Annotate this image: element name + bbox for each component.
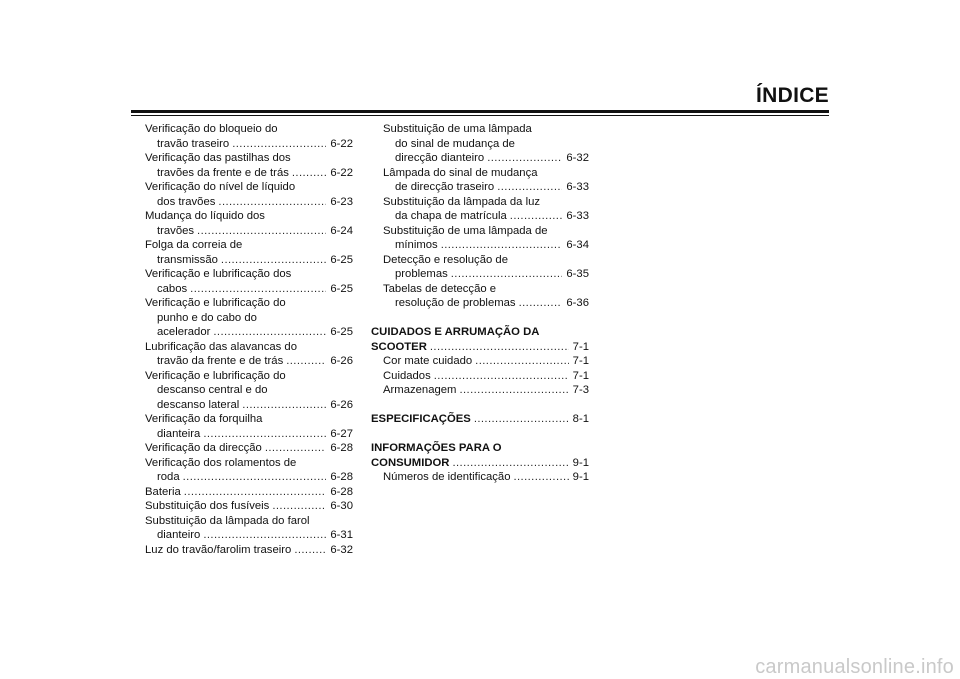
toc-entry[interactable] [371,151,589,166]
toc-entry[interactable] [371,369,589,384]
toc-page-number: 6-33 [566,181,589,193]
toc-page-number: 6-26 [330,398,353,411]
toc-column-left [145,122,353,557]
toc-entry-text: Verificação e lubrificação do [145,297,286,309]
toc-entry[interactable] [371,340,589,355]
toc-page-number: 6-28 [330,485,353,498]
toc-entry[interactable] [145,195,353,210]
toc-leader-dots [221,253,326,268]
toc-entry[interactable] [371,267,589,282]
toc-page-number: 6-24 [330,224,353,237]
toc-entry-text: CUIDADOS E ARRUMAÇÃO DA [371,326,540,338]
toc-entry-text: Cuidados [383,369,431,382]
toc-entry-text: transmissão [157,253,218,266]
toc-page-number: 9-1 [572,471,589,483]
toc-entry [145,209,353,224]
toc-entry-text: Armazenagem [383,384,457,396]
toc-entry [145,311,353,326]
toc-entry-text: Verificação e lubrificação do [145,369,286,382]
toc-leader-dots [190,282,326,297]
toc-entry [371,325,589,340]
toc-page-number: 7-3 [572,384,589,396]
toc-leader-dots [265,441,327,456]
toc-entry[interactable] [371,180,589,195]
toc-entry[interactable] [145,427,353,442]
toc-leader-dots [242,398,326,413]
toc-entry[interactable] [145,528,353,543]
toc-leader-dots [218,195,326,210]
toc-entry-text: dos travões [157,195,216,208]
toc-entry-text: Verificação da direcção [145,442,262,454]
toc-entry [371,122,589,137]
toc-page-number: 6-36 [566,297,589,309]
toc-entry [145,456,353,471]
toc-entry-text: Verificação das pastilhas dos [145,152,291,164]
toc-page-number: 6-28 [330,442,353,454]
toc-page-number: 6-28 [330,471,353,483]
toc-entry-text: do sinal de mudança de [395,137,515,150]
toc-entry-text: travões [157,224,195,237]
toc-page-number: 6-23 [330,195,353,208]
toc-entry[interactable] [371,296,589,311]
toc-entry-text: travões da frente e de trás [157,166,289,179]
toc-entry-text: dianteira [157,427,201,440]
toc-entry [371,282,589,297]
toc-entry-text: ESPECIFICAÇÕES [371,413,471,425]
toc-entry-text: cabos [157,282,188,295]
toc-entry [145,340,353,355]
toc-leader-dots [451,267,563,282]
toc-leader-dots [441,238,563,253]
toc-entry[interactable] [371,238,589,253]
toc-entry [145,412,353,427]
toc-entry-text: Verificação dos rolamentos de [145,456,297,469]
toc-entry-text: Bateria [145,485,181,498]
toc-entry-text: Lubrificação das alavancas do [145,340,297,353]
toc-entry [371,195,589,210]
toc-entry-text: Substituição de uma lâmpada [383,123,532,135]
toc-entry-text: travão traseiro [157,137,230,150]
toc-leader-dots [272,499,326,514]
toc-entry-text: mínimos [395,239,438,251]
toc-page-number: 6-26 [330,355,353,367]
toc-entry [371,224,589,239]
toc-leader-dots [286,354,326,369]
toc-leader-dots [184,485,327,500]
toc-entry-text: acelerador [157,326,211,338]
toc-column-right [371,122,589,485]
toc-page-number: 6-33 [566,210,589,222]
toc-spacer [371,311,589,326]
toc-entry-text: descanso central e do [157,384,268,396]
toc-entry[interactable] [145,543,353,558]
toc-page-number: 6-25 [330,326,353,338]
toc-leader-dots [294,543,326,558]
toc-leader-dots [475,354,569,369]
toc-entry[interactable] [145,137,353,152]
toc-entry-text: Lâmpada do sinal de mudança [383,166,538,179]
watermark: carmanualsonline.info [755,656,954,678]
toc-entry [145,180,353,195]
toc-leader-dots [197,224,326,239]
toc-page-number: 7-1 [572,355,589,367]
toc-entry [145,151,353,166]
toc-entry[interactable] [145,441,353,456]
toc-page-number: 6-25 [330,253,353,266]
toc-entry [371,441,589,456]
toc-entry[interactable] [371,456,589,471]
toc-entry[interactable] [145,499,353,514]
toc-entry-text: Folga da correia de [145,239,243,251]
toc-entry[interactable] [145,398,353,413]
toc-entry-text: de direcção traseiro [395,181,495,193]
toc-entry-text: Verificação do bloqueio do [145,123,278,135]
toc-page-number: 6-30 [330,500,353,512]
toc-entry[interactable] [145,325,353,340]
toc-page-number: 8-1 [572,413,589,425]
toc-page-number: 6-34 [566,239,589,251]
toc-entry-text: problemas [395,268,448,280]
toc-entry-text: dianteiro [157,529,201,541]
toc-entry-text: Mudança do líquido dos [145,210,265,222]
toc-page-number: 6-32 [566,152,589,164]
toc-page-number: 6-27 [330,427,353,440]
toc-leader-dots [513,470,568,485]
toc-entry-text: direcção dianteiro [395,152,485,164]
toc-entry-text: INFORMAÇÕES PARA O [371,442,502,454]
toc-entry[interactable] [371,209,589,224]
toc-page-number: 6-22 [330,137,353,150]
toc-leader-dots [519,296,563,311]
toc-entry-text: Números de identificação [383,471,511,483]
toc-entry-text: Luz do travão/farolim traseiro [145,543,292,556]
toc-entry-text: travão da frente e de trás [157,355,284,367]
toc-leader-dots [430,340,569,355]
toc-entry-text: Cor mate cuidado [383,355,473,367]
toc-entry[interactable] [145,224,353,239]
toc-leader-dots [487,151,562,166]
toc-leader-dots [203,427,326,442]
toc-leader-dots [459,383,568,398]
toc-leader-dots [497,180,562,195]
toc-entry-text: Substituição dos fusíveis [145,500,270,512]
toc-entry [145,383,353,398]
toc-leader-dots [232,137,326,152]
toc-entry[interactable] [145,282,353,297]
toc-entry [371,137,589,152]
toc-entry-text: punho e do cabo do [157,311,257,324]
toc-entry[interactable] [145,354,353,369]
toc-entry [371,166,589,181]
toc-entry [145,238,353,253]
toc-entry[interactable] [145,253,353,268]
toc-entry-text: Substituição de uma lâmpada de [383,224,548,237]
toc-entry-text: Verificação do nível de líquido [145,181,296,193]
toc-entry [145,122,353,137]
toc-entry-text: SCOOTER [371,340,427,353]
header-rule-thin [131,115,829,116]
toc-entry-text: Substituição da lâmpada do farol [145,514,310,527]
toc-spacer [371,427,589,442]
toc-leader-dots [452,456,568,471]
toc-leader-dots [474,412,569,427]
toc-entry[interactable] [371,383,589,398]
toc-entry [145,369,353,384]
toc-page-number: 6-32 [330,543,353,556]
toc-entry-text: descanso lateral [157,398,240,411]
toc-page-number: 6-31 [330,529,353,541]
page-title: ÍNDICE [756,84,829,107]
toc-entry-text: Verificação da forquilha [145,413,263,425]
toc-leader-dots [292,166,327,181]
header-rule-thick [131,110,829,113]
toc-page-number: 6-22 [330,166,353,179]
toc-entry-text: CONSUMIDOR [371,456,450,469]
toc-entry[interactable] [371,412,589,427]
toc-entry-text: Substituição da lâmpada da luz [383,195,541,208]
toc-entry[interactable] [371,470,589,485]
toc-entry-text: Detecção e resolução de [383,253,508,266]
toc-entry-text: Verificação e lubrificação dos [145,268,292,280]
toc-entry-text: da chapa de matrícula [395,210,507,222]
toc-entry[interactable] [145,470,353,485]
toc-entry-text: resolução de problemas [395,297,516,309]
toc-leader-dots [510,209,563,224]
toc-page-number: 7-1 [572,369,589,382]
toc-entry[interactable] [145,485,353,500]
toc-entry-text: roda [157,471,180,483]
toc-entry [145,267,353,282]
toc-entry [371,253,589,268]
toc-entry-text: Tabelas de detecção e [383,282,497,295]
toc-leader-dots [434,369,569,384]
toc-entry [145,514,353,529]
toc-leader-dots [183,470,327,485]
toc-leader-dots [203,528,326,543]
toc-entry[interactable] [145,166,353,181]
toc-page-number: 6-35 [566,268,589,280]
toc-entry[interactable] [371,354,589,369]
toc-page-number: 9-1 [572,456,589,469]
toc-entry [145,296,353,311]
toc-page-number: 6-25 [330,282,353,295]
toc-spacer [371,398,589,413]
toc-leader-dots [213,325,326,340]
toc-page-number: 7-1 [572,340,589,353]
